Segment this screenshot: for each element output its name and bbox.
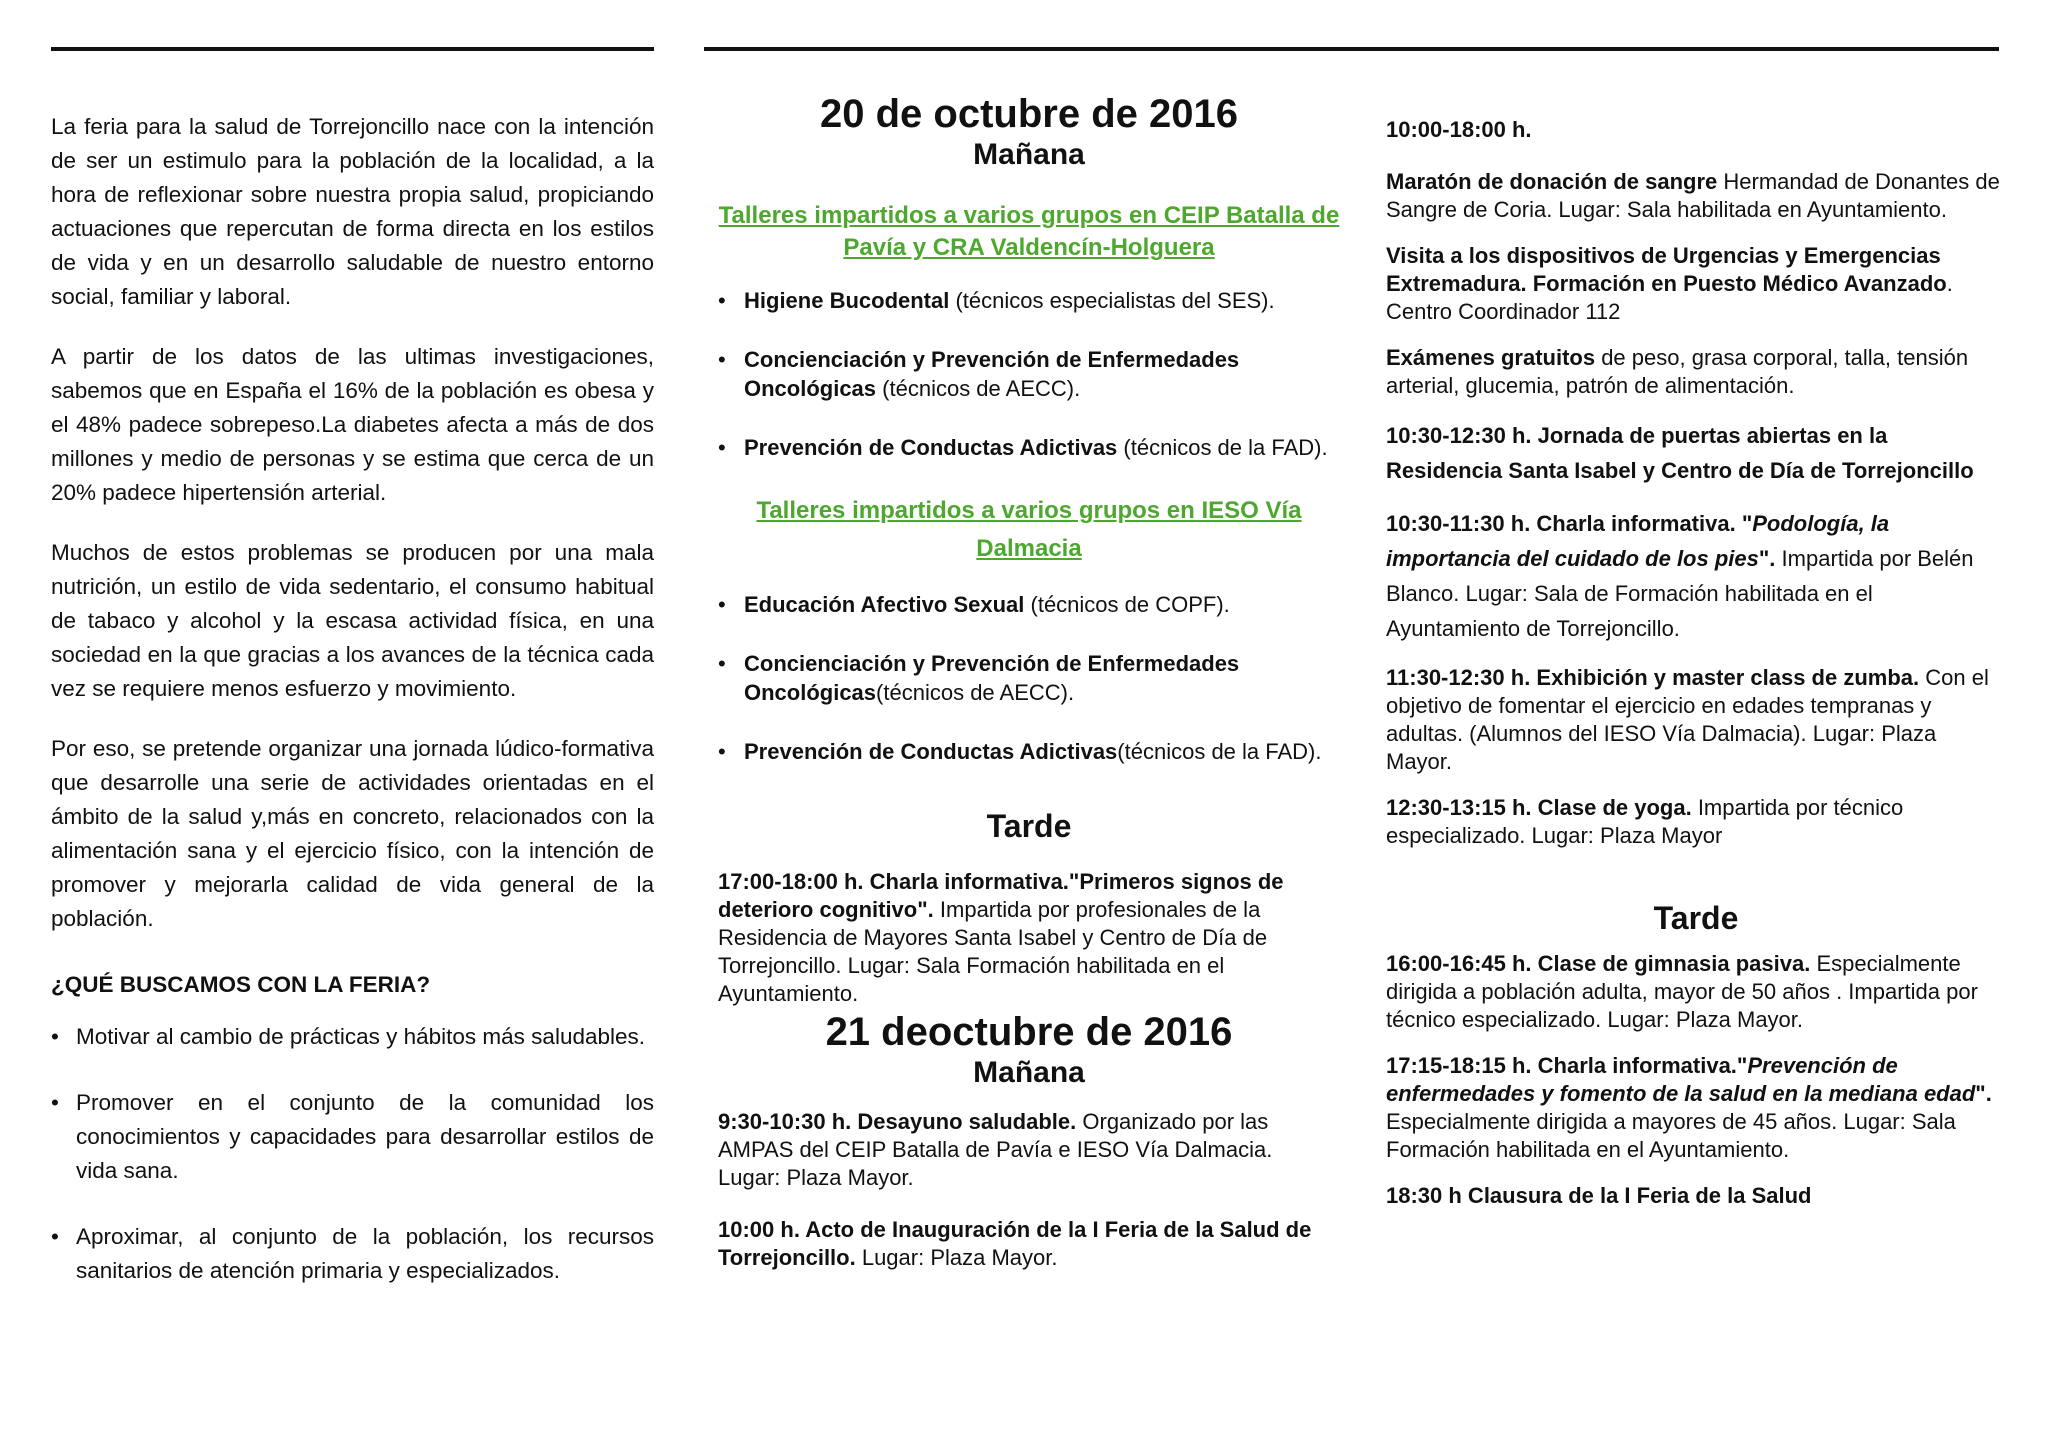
goals-list: [51, 1020, 654, 1288]
open-day-entry: 10:30-12:30 h. Jornada de puertas abiertas en la Residencia Santa Isabel y Centro de Día de Torrejoncillo: [1386, 423, 1974, 483]
ceip-workshops-list: [718, 286, 1340, 462]
workshop-item: • Higiene Bucodental (técnicos especialistas del SES).: [718, 286, 1340, 315]
workshop-item: • Prevención de Conductas Adictivas (técnicos de la FAD).: [718, 433, 1340, 462]
morning-heading: Mañana: [973, 138, 1085, 171]
workshop-item: • Prevención de Conductas Adictivas(técnicos de la FAD).: [718, 737, 1340, 766]
intro-column: [51, 110, 654, 1320]
emergency-visit-entry: Visita a los dispositivos de Urgencias y Emergencias Extremadura. Formación en Puesto Médico Avanzado. Centro Coordinador 112: [1386, 243, 1953, 324]
goal-item: • Aproximar, al conjunto de la población, los recursos sanitarios de atención primaria y especializados.: [51, 1220, 654, 1288]
inauguration-entry: 10:00 h. Acto de Inauguración de la I Feria de la Salud de Torrejoncillo. Lugar: Plaza Mayor.: [718, 1217, 1312, 1270]
time-range: 10:00-18:00 h.: [1386, 117, 1532, 142]
afternoon-heading: Tarde: [986, 808, 1072, 844]
date-heading-20: 20 de octubre de 2016: [820, 92, 1238, 136]
ceip-workshops-heading: Talleres impartidos a varios grupos en CEIP Batalla de Pavía y CRA Valdencín-Holguera: [718, 202, 1340, 261]
intro-paragraph: Muchos de estos problemas se producen por una mala nutrición, un estilo de vida sedentario, el consumo habitual de tabaco y alcohol y la escasa actividad física, en una sociedad en la que gracias a los avances de la técnica cada vez se requiere menos esfuerzo y movimiento.: [51, 540, 654, 701]
intro-paragraph: A partir de los datos de las ultimas investigaciones, sabemos que en España el 16% de la población es obesa y el 48% padece sobrepeso.La diabetes afecta a más de dos millones y medio de personas y se estima que cerca de un 20% padece hipertensión arterial.: [51, 344, 654, 505]
health-talk-entry: 17:15-18:15 h. Charla informativa."Prevención de enfermedades y fomento de la salud en la mediana edad". Especialmente dirigida a mayores de 45 años. Lugar: Sala Formación habilitada en el Ayuntamiento.: [1386, 1053, 1992, 1162]
yoga-entry: 12:30-13:15 h. Clase de yoga. Impartida por técnico especializado. Lugar: Plaza Mayor: [1386, 795, 1904, 848]
gymnastics-entry: 16:00-16:45 h. Clase de gimnasia pasiva. Especialmente dirigida a población adulta, mayor de 50 años . Impartida por técnico especializado. Lugar: Plaza Mayor.: [1386, 951, 1978, 1032]
talk-entry: 17:00-18:00 h. Charla informativa."Primeros signos de deterioro cognitivo". Impartida por profesionales de la Residencia de Mayores Santa Isabel y Centro de Día de Torrejoncillo. Lugar: Sala Formación habilitada en el Ayuntamiento.: [718, 869, 1284, 1006]
zumba-entry: 11:30-12:30 h. Exhibición y master class de zumba. Con el objetivo de fomentar el ejercicio en edades tempranas y adultas. (Alumnos del IESO Vía Dalmacia). Lugar: Plaza Mayor.: [1386, 665, 1989, 774]
date-heading-21: 21 deoctubre de 2016: [825, 1010, 1233, 1054]
goal-item: • Promover en el conjunto de la comunidad los conocimientos y capacidades para desarrollar estilos de vida sana.: [51, 1086, 654, 1188]
ieso-workshops-heading: Talleres impartidos a varios grupos en IESO Vía Dalmacia: [756, 497, 1302, 562]
morning-heading: Mañana: [973, 1056, 1085, 1089]
goal-item: • Motivar al cambio de prácticas y hábitos más saludables.: [51, 1020, 654, 1054]
afternoon-heading: Tarde: [1653, 900, 1739, 936]
blood-donation-entry: Maratón de donación de sangre Hermandad de Donantes de Sangre de Coria. Lugar: Sala habilitada en Ayuntamiento.: [1386, 169, 2000, 222]
closing-entry: 18:30 h Clausura de la I Feria de la Salud: [1386, 1183, 1812, 1208]
workshop-item: • Educación Afectivo Sexual (técnicos de COPF).: [718, 590, 1340, 619]
intro-paragraph: La feria para la salud de Torrejoncillo nace con la intención de ser un estimulo para la población de la localidad, a la hora de reflexionar sobre nuestra propia salud, propiciando actuaciones que repercutan de forma directa en los estilos de vida y en un desarrollo saludable de nuestro entorno social, familiar y laboral.: [51, 114, 654, 309]
schedule-day2-column: [1386, 116, 2006, 1228]
ieso-workshops-list: [718, 590, 1340, 766]
schedule-day1-column: [718, 90, 1340, 1290]
top-rule-left: [51, 47, 654, 51]
intro-paragraph: Por eso, se pretende organizar una jornada lúdico-formativa que desarrolle una serie de actividades orientadas en el ámbito de la salud y,más en concreto, relacionados con la alimentación sana y el ejercicio físico, con la intención de promover y mejorarla calidad de vida general de la población.: [51, 736, 654, 931]
breakfast-entry: 9:30-10:30 h. Desayuno saludable. Organizado por las AMPAS del CEIP Batalla de Pavía e IESO Vía Dalmacia. Lugar: Plaza Mayor.: [718, 1109, 1273, 1190]
goals-heading: ¿QUÉ BUSCAMOS CON LA FERIA?: [51, 972, 431, 997]
top-rule-right: [704, 47, 1999, 51]
workshop-item: • Concienciación y Prevención de Enfermedades Oncológicas(técnicos de AECC).: [718, 649, 1340, 707]
podology-talk-entry: 10:30-11:30 h. Charla informativa. "Podología, la importancia del cuidado de los pies". Impartida por Belén Blanco. Lugar: Sala de Formación habilitada en el Ayuntamiento de Torrejoncillo.: [1386, 511, 1974, 641]
workshop-item: • Concienciación y Prevención de Enfermedades Oncológicas (técnicos de AECC).: [718, 345, 1340, 403]
free-exams-entry: Exámenes gratuitos de peso, grasa corporal, talla, tensión arterial, glucemia, patrón de alimentación.: [1386, 345, 1969, 398]
